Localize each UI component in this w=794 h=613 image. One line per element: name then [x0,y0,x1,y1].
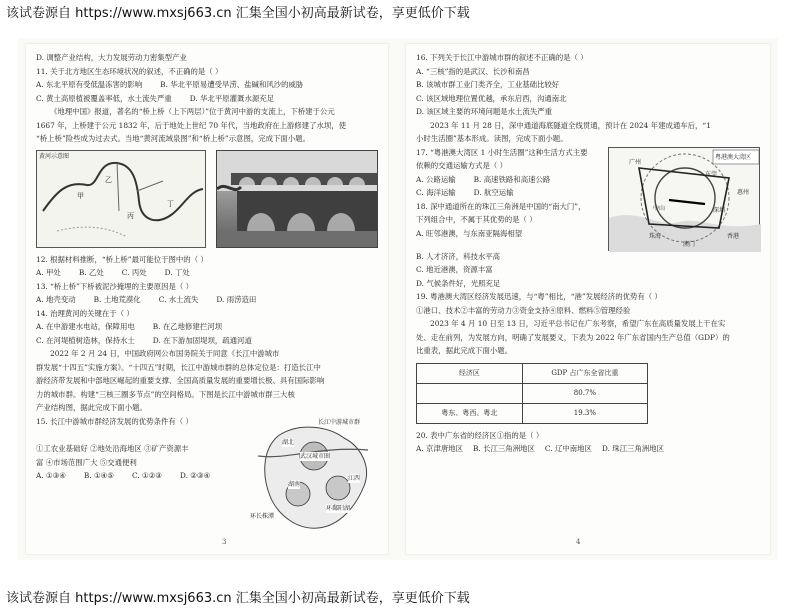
q17-q18-block [416,147,760,251]
q20-option-a: A. 京津唐地区 [416,444,463,453]
q12-option-b: B. 乙处 [78,268,104,277]
q16-option-b: B. 该城市群工业门类齐全，工业基础比较好 [416,80,560,89]
double-arch-bridge-photo [216,150,378,248]
q13-option-a: A. 地壳变动 [36,295,76,304]
map-mark-bing: 丙 [127,211,134,220]
passage-yangtze-2: 群发展“十四五”实施方案》。“十四五”时期，长江中游城市群的总体定位是：打造长江中 [36,362,321,372]
map-mark-yi: 乙 [105,175,112,184]
gba-label-shenzhen: 深圳 [713,206,726,214]
table-cell-region: 粤东、粤西、粤北 [417,403,523,423]
q16-option-c: C. 该区域地理位置优越，承东启西，沟通南北 [416,93,567,103]
question-16: 16. 下列关于长江中游城市群的叙述不正确的是（ ） [416,53,588,62]
question-14: 14. 治理黄河的关键在于（ ） [36,308,134,318]
q10-option-d: D. 调整产业结构，大力发展劳动力密集型产业 [36,53,187,62]
q20-options [416,443,760,457]
question-15-text [36,416,238,534]
q13-option-b: B. 土地荒漠化 [93,295,141,304]
scanned-exam-spread [18,38,778,560]
yellow-river-map [36,150,206,248]
table-cell-region [417,383,523,403]
q11-option-c: C. 黄土高原植被覆盖率低，水土流失严重 [36,93,172,103]
q17-option-b: B. 高速铁路和高速公路 [473,174,551,184]
question-18-cont: 下列组合中，不属于其优势的是（ ） [416,215,537,224]
gba-label-dongguan: 东莞 [705,170,718,178]
passage-bridge-1: 《地理中国》报道，著名的“桥上桥（上下两层）”位于黄河中游的支流上，下桥建于公元 [50,107,335,116]
gba-label-macau: 澳门 [683,240,696,248]
passage-yangtze-5: 产业结构图，据此完成下面小题。 [36,403,147,412]
bridge-figures [36,150,378,250]
top-source-banner: 该试卷源自 https://www.mxsj663.cn 汇集全国小初高最新试卷，享更低价下载 [6,6,470,21]
question-20: 20. 表中广东省的经济区①指的是（ ） [416,430,544,440]
question-15: 15. 长江中游城市群经济发展的优势条件有（ ） [36,416,193,426]
q11-options-cd [36,93,378,107]
bottom-source-banner: 该试卷源自 https://www.mxsj663.cn 汇集全国小初高最新试卷，享更低价下载 [6,591,470,606]
question-19: 19. 粤港澳大湾区经济发展迅速，与“粤”相比，“港”发展经济的优势有（ ） [416,292,662,301]
q14-options-ab [36,321,378,335]
question-15-block [36,416,378,534]
q15-option-c: C. ①②③ [131,471,162,480]
q11-option-a: A. 东北平原有受低温冻害的影响 [36,80,143,89]
q15-statements-1: ①工农业基础好 ②地处沿海地区 ③矿产资源丰 [36,444,189,453]
exam-page-4 [406,44,770,554]
q11-option-b: B. 华北平原易遭受旱涝、盐碱和风沙的威胁 [160,80,304,89]
question-13: 13. “桥上桥”下桥被泥沙掩埋的主要原因是（ ） [36,281,194,291]
map-label-hunan: 湖南 [288,480,301,488]
map-label-changzhutan: 环长株潭 [250,512,275,520]
q13-option-c: C. 水土流失 [158,295,199,304]
passage-yangtze-1: 2022 年 2 月 24 日，中国政府网公布国务院关于同意《长江中游城市 [50,349,280,358]
q18-option-c: C. 地近港澳，资源丰富 [416,265,493,274]
gdp-share-table [416,363,648,424]
q15-option-a: A. ①③④ [36,471,66,480]
exam-page-3 [26,44,388,554]
q15-spacer [36,429,238,443]
table-cell-share: 19.3% [522,403,647,423]
map-title: 黄河示意图 [39,152,70,160]
yellow-river-path [37,151,207,249]
table-cell-share: 80.7% [522,383,647,403]
passage-yangtze-3: 游经济带发展和中部地区崛起的重要支撑、全国高质量发展的重要增长极、具有国际影响 [36,376,325,385]
passage-bridge-2: 1667 年，上桥建于公元 1832 年，后于地处上世纪 70 年代，当地政府在上游修建了水坝，使 [36,120,347,130]
map-label-cluster: 长江中游城市群 [318,418,361,426]
q16-option-a: A. “三核”指的是武汉、长沙和南昌 [416,66,530,76]
gba-label-huizhou: 惠州 [737,188,750,196]
passage-bridge-3: “桥上桥”险些成为过去式。当地“黄河流域泉图”和“桥上桥”示意图，完成下面小题。 [36,134,310,143]
gba-label-zhongshan: 中山 [653,204,666,212]
question-17: 17. “粤港澳大湾区 1 小时生活圈”这种生活方式主要 [416,147,588,157]
q14-option-b: B. 在乙地修建拦河坝 [152,322,222,331]
q17-option-a: A. 公路运输 [416,174,456,184]
gba-label-hongkong: 香港 [727,232,740,240]
passage-gdp-2: 处、走在前列，为发展方向，明确了发展要义，下表为 2022 年广东省国内生产总值（GDP）的 [416,332,730,342]
q12-option-a: A. 甲处 [36,268,61,277]
q20-option-d: D. 珠江三角洲地区 [601,444,665,453]
passage-gdp-3: 比重表，据此完成下面小题。 [416,346,513,355]
q17-options-cd [416,187,602,201]
passage-yangtze-4: 力的城市群。构建“三核三圈多节点”的空间格局。下图是长江中游城市群三大核 [36,389,295,399]
table-header-region: 经济区 [417,363,523,383]
q18-option-d: D. 气候条件好，光照充足 [416,278,501,288]
q13-option-d: D. 雨涝造田 [216,295,257,304]
q12-options [36,267,378,281]
q17-q18-text [416,147,602,251]
q15-options [36,470,238,484]
passage-gba-1: 2023 年 11 月 28 日，深中通道海底隧道全线贯通，预计在 2024 年建成通车后，“1 [430,120,711,130]
q11-options-ab [36,79,378,93]
map-label-wuhan: 武汉城市圈 [300,452,331,460]
q14-option-c: C. 在河堤植树造林，保持水土 [36,335,135,345]
yangtze-city-cluster-map [248,416,378,534]
question-12: 12. 根据材料推断，“桥上桥”最可能位于图中的（ ） [36,254,208,264]
page-number-3: 3 [222,538,227,547]
gba-label-zhuhai: 珠海 [649,232,662,240]
q17-option-d: D. 航空运输 [473,188,514,197]
q15-option-d: D. ②③④ [179,471,211,480]
page-number-4: 4 [576,538,581,547]
greater-bay-area-map [608,147,760,251]
bridge-photo-drawing [217,151,378,248]
q17-option-c: C. 海洋运输 [416,188,456,197]
gba-legend-title: 粤港澳大湾区 [715,153,752,161]
q12-option-d: D. 丁处 [164,268,190,277]
gba-label-guangzhou: 广州 [629,158,642,166]
map-label-poyang: 环鄱阳湖 [326,504,351,512]
table-row [417,403,648,423]
q20-option-c: C. 辽中南地区 [544,444,592,453]
q17-options-ab [416,174,602,188]
q11-option-d: D. 华北平原灌溉水源充足 [189,93,275,103]
q14-option-a: A. 在中游建水电站，保障用电 [36,322,135,331]
q18-option-a: A. 旺邻港澳，与东南亚隔海相望 [416,228,523,238]
map-label-jiangxi: 江西 [348,474,361,482]
question-17-cont: 依赖的交通运输方式是（ ） [416,161,508,170]
map-mark-jia: 甲 [77,191,84,200]
table-header-share: GDP 占广东全省比重 [522,363,647,383]
passage-gdp-1: 2023 年 4 月 10 日至 13 日，习近平总书记在广东考察，希望广东在高质量发展上干在实 [430,319,726,328]
q16-option-d: D. 该区域主要的环境问题是水土流失严重 [416,107,553,116]
map-mark-ding: 丁 [167,199,174,208]
q15-statements-2: 富 ④市场范围广大 ⑤交通便利 [36,457,137,467]
q19-statements: ①港口、技术②丰富的劳动力③资金支持④原料、燃料⑤管理经验 [416,305,631,315]
question-11: 11. 关于北方地区生态环境状况的叙述，不正确的是（ ） [36,66,223,76]
table-row [417,383,648,403]
table-header-row [417,363,648,383]
q13-options [36,294,378,308]
q18-option-b: B. 人才济济，科技水平高 [416,251,501,261]
question-18: 18. 深中通道所在的珠江三角洲是中国的“南大门”， [416,201,586,211]
q20-option-b: B. 长江三角洲地区 [473,444,535,453]
map-label-hubei: 湖北 [282,438,295,446]
q12-option-c: C. 丙处 [121,268,147,277]
q14-option-d: D. 在下游加固堤坝，疏通河道 [152,335,252,345]
q14-options-cd [36,335,378,349]
q15-option-b: B. ①④⑤ [83,471,114,480]
passage-gba-2: 小时生活圈”基本形成。读图，完成下面小题。 [416,134,568,143]
